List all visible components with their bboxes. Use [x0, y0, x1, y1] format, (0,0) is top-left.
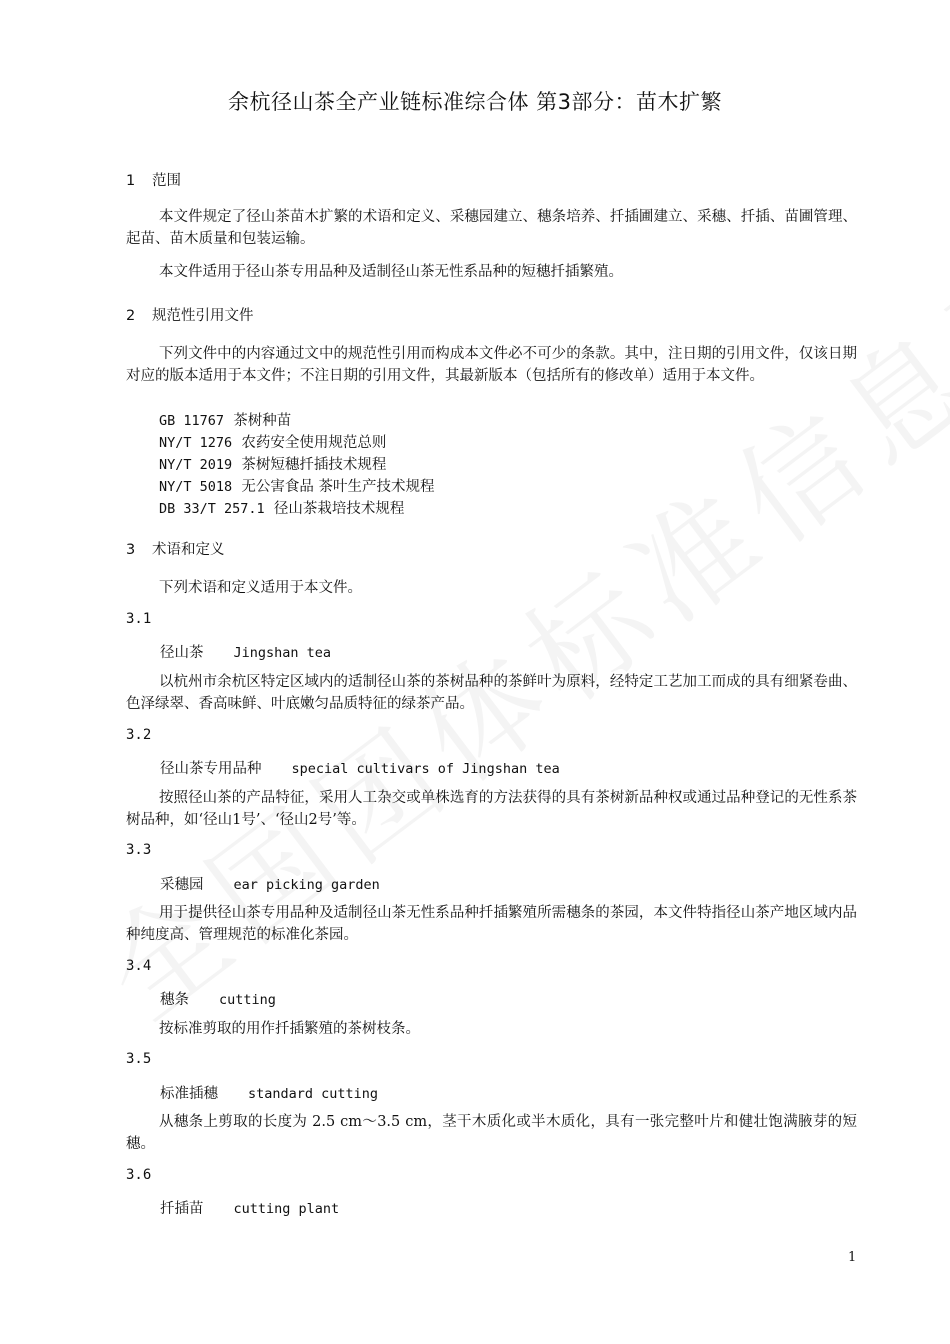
paragraph: 下列术语和定义适用于本文件。	[159, 580, 362, 596]
term-number: 3.2	[126, 727, 152, 743]
term-english: special cultivars of Jingshan tea	[291, 761, 560, 777]
term-english: cutting plant	[233, 1201, 340, 1217]
paragraph: 本文件适用于径山茶专用品种及适制径山茶无性系品种的短穗扦插繁殖。	[159, 264, 623, 280]
reference-item	[159, 453, 386, 474]
reference-item	[159, 431, 386, 452]
section-title: 术语和定义	[152, 542, 225, 558]
term-chinese: 采穗园	[160, 877, 204, 893]
reference-title: 茶树种苗	[233, 413, 292, 429]
term-chinese: 径山茶专用品种	[160, 761, 262, 777]
section-number: 3	[126, 542, 136, 558]
section-number: 1	[126, 173, 136, 189]
term-definition: 用于提供径山茶专用品种及适制径山茶无性系品种扦插繁殖所需穗条的茶园，本文件特指径山茶产地区域内品种纯度高、管理规范的标准化茶园。	[126, 905, 857, 943]
term-english: standard cutting	[248, 1086, 379, 1102]
term-english: cutting	[219, 992, 276, 1008]
term-entry	[160, 988, 276, 1009]
term-number: 3.4	[126, 958, 152, 974]
paragraph: 下列文件中的内容通过文中的规范性引用而构成本文件必不可少的条款。其中，注日期的引用文件，仅该日期对应的版本适用于本文件；不注日期的引用文件，其最新版本（包括所有的修改单）适用于本文件。	[126, 346, 857, 384]
reference-code: DB 33/T 257.1	[159, 501, 265, 517]
paragraph: 本文件规定了径山茶苗木扩繁的术语和定义、采穗园建立、穗条培养、扦插圃建立、采穗、扦插、苗圃管理、起苗、苗木质量和包装运输。	[126, 209, 857, 247]
term-entry	[160, 757, 560, 778]
page-number: 1	[848, 1250, 857, 1265]
term-chinese: 标准插穗	[160, 1086, 218, 1102]
reference-title: 农药安全使用规范总则	[241, 435, 387, 451]
term-chinese: 径山茶	[160, 645, 204, 661]
reference-code: NY/T 1276	[159, 435, 233, 451]
section-heading	[126, 169, 181, 190]
term-number: 3.5	[126, 1051, 152, 1067]
term-entry	[160, 1197, 339, 1218]
term-english: Jingshan tea	[233, 645, 332, 661]
term-chinese: 扦插苗	[160, 1201, 204, 1217]
reference-item	[159, 409, 291, 430]
reference-item	[159, 497, 404, 518]
document-title: 余杭径山茶全产业链标准综合体 第3部分：苗木扩繁	[227, 90, 723, 114]
term-definition: 以杭州市余杭区特定区域内的适制径山茶的茶树品种的茶鲜叶为原料，经特定工艺加工而成的具有细紧卷曲、色泽绿翠、香高味鲜、叶底嫩匀品质特征的绿茶产品。	[126, 674, 857, 712]
reference-title: 无公害食品 茶叶生产技术规程	[241, 479, 435, 495]
term-number: 3.3	[126, 842, 152, 858]
section-title: 规范性引用文件	[152, 308, 254, 324]
reference-title: 径山茶栽培技术规程	[273, 501, 405, 517]
section-heading	[126, 304, 254, 325]
term-entry	[160, 1082, 378, 1103]
reference-title: 茶树短穗扦插技术规程	[241, 457, 387, 473]
reference-code: NY/T 5018	[159, 479, 233, 495]
term-definition: 按标准剪取的用作扦插繁殖的茶树枝条。	[159, 1021, 420, 1037]
reference-code: NY/T 2019	[159, 457, 233, 473]
section-title: 范围	[152, 173, 181, 189]
term-chinese: 穗条	[160, 992, 189, 1008]
section-number: 2	[126, 308, 136, 324]
reference-item	[159, 475, 434, 496]
section-heading	[126, 538, 225, 559]
reference-code: GB 11767	[159, 413, 225, 429]
term-definition: 从穗条上剪取的长度为 2.5 cm～3.5 cm，茎干木质化或半木质化，具有一张完整叶片和健壮饱满腋芽的短穗。	[126, 1114, 857, 1152]
term-entry	[160, 641, 331, 662]
term-english: ear picking garden	[233, 877, 380, 893]
term-definition: 按照径山茶的产品特征，采用人工杂交或单株选育的方法获得的具有茶树新品种权或通过品种登记的无性系茶树品种，如‘径山1号’、‘径山2号’等。	[126, 790, 857, 828]
term-entry	[160, 873, 380, 894]
term-number: 3.6	[126, 1167, 152, 1183]
term-number: 3.1	[126, 611, 152, 627]
